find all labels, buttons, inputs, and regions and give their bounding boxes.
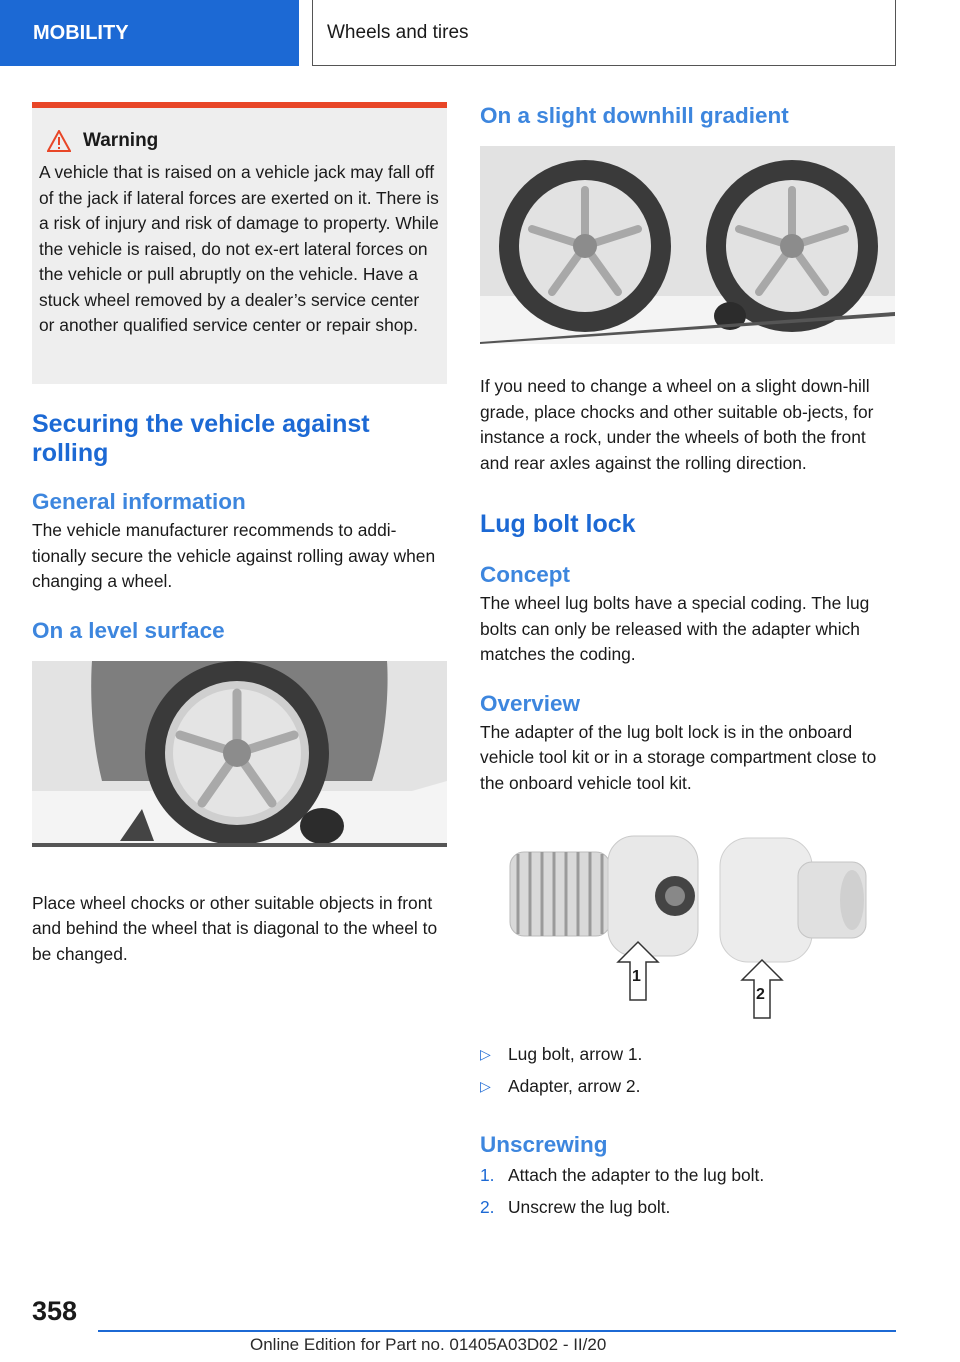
arrow-2-label: 2 <box>756 986 765 1003</box>
step-text: Attach the adapter to the lug bolt. <box>508 1165 765 1185</box>
level-surface-illustration <box>32 661 447 847</box>
footer-rule <box>98 1330 896 1332</box>
footer-edition: Online Edition for Part no. 01405A03D02 - II/20 <box>250 1335 607 1354</box>
list-item <box>480 1195 895 1220</box>
overview-text: The adapter of the lug bolt lock is in the onboard vehicle tool kit or in a storage compartment close to the onboard vehicle tool kit. <box>480 721 877 793</box>
downhill-illustration <box>480 146 895 344</box>
downhill-heading: On a slight downhill gradient <box>480 103 789 128</box>
level-surface-text: Place wheel chocks or other suitable objects in front and behind the wheel that is diagonal to the wheel to be changed. <box>32 892 438 964</box>
securing-heading: Securing the vehicle against rolling <box>32 410 370 467</box>
lug-bolt-illustration <box>480 830 895 1030</box>
right-column <box>480 102 895 1220</box>
warning-title: Warning <box>83 130 159 151</box>
level-surface-heading: On a level surface <box>32 617 225 643</box>
bullet-icon: ▷ <box>480 1078 491 1094</box>
lug-bolt-heading: Lug bolt lock <box>480 510 636 538</box>
list-item <box>480 1042 895 1067</box>
warning-text: A vehicle that is raised on a vehicle jack may fall off of the jack if lateral forces are exerted on it. There is a risk of injury and risk of damage to property. While the vehicle is raised, do not ex‐ert lateral forces on the vehicle or pull abruptly on the vehicle. Have a stuck wheel removed by a dealer’s service center or another qualified service center or repair shop. <box>39 162 439 335</box>
general-text: The vehicle manufacturer recommends to addi‐tionally secure the vehicle against rolling away when changing a wheel. <box>32 520 436 591</box>
unscrewing-heading: Unscrewing <box>480 1132 608 1157</box>
step-number: 1. <box>480 1165 495 1185</box>
list-item-text: Adapter, arrow 2. <box>508 1076 641 1096</box>
section-tab <box>0 0 299 66</box>
list-item <box>480 1074 895 1099</box>
lug-bolt-adapter-image <box>480 830 895 1030</box>
wheel-chock-image <box>32 661 447 847</box>
downhill-text: If you need to change a wheel on a slight down‐hill grade, place chocks and other suitable ob‐jects, for instance a rock, under the wheels of both the front and rear axles against the rolling direction. <box>480 376 874 473</box>
chapter-title: Wheels and tires <box>327 21 469 43</box>
list-item <box>480 1163 895 1188</box>
general-heading: General information <box>32 489 246 514</box>
step-number: 2. <box>480 1197 495 1217</box>
bullet-icon: ▷ <box>480 1046 491 1062</box>
concept-text: The wheel lug bolts have a special coding. The lug bolts can only be released with the adapter which matches the coding. <box>480 593 870 664</box>
warning-box <box>32 102 447 384</box>
page-number: 358 <box>32 1296 78 1326</box>
downhill-wheels-image <box>480 146 895 344</box>
overview-heading: Overview <box>480 690 581 716</box>
unscrewing-steps <box>480 1163 895 1220</box>
arrow-1-label: 1 <box>632 968 641 985</box>
step-text: Unscrew the lug bolt. <box>508 1197 671 1217</box>
chapter-header <box>312 0 896 66</box>
left-column <box>32 102 447 967</box>
concept-heading: Concept <box>480 562 570 587</box>
section-label: MOBILITY <box>33 21 129 44</box>
warning-heading <box>47 130 439 152</box>
overview-list <box>480 1042 895 1099</box>
list-item-text: Lug bolt, arrow 1. <box>508 1044 643 1064</box>
warning-triangle-icon <box>47 130 71 152</box>
